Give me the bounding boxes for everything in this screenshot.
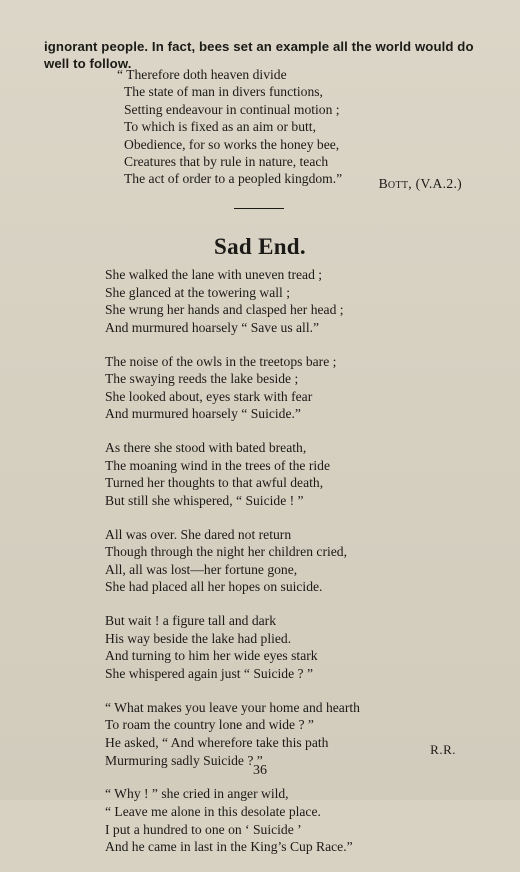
stanza	[105, 266, 495, 336]
stanza	[105, 612, 495, 682]
poem-line: All was over. She dared not return	[105, 526, 292, 542]
poem-line: His way beside the lake had plied.	[105, 630, 292, 646]
poem-line: She walked the lane with uneven tread ;	[105, 267, 323, 282]
poem-line: She wrung her hands and clasped her head ;	[105, 302, 344, 318]
poem-line: She glanced at the towering wall ;	[105, 284, 290, 300]
poem-line: “ Why ! ” she cried in anger wild,	[105, 786, 289, 802]
quote-line: “ Therefore doth heaven divide	[117, 67, 287, 82]
poem-title: Sad End.	[214, 234, 306, 259]
poem-line: Turned her thoughts to that awful death,	[105, 475, 324, 491]
stanza	[105, 785, 495, 855]
verse-quotation	[117, 66, 484, 188]
page-number: 36	[253, 763, 267, 778]
poem-line: To roam the country lone and wide ? ”	[105, 717, 314, 733]
quote-author: Bott,	[378, 176, 412, 191]
poem-line: She whispered again just “ Suicide ? ”	[105, 666, 314, 682]
poem-line: She had placed all her hopes on suicide.	[105, 579, 323, 595]
poem-line: As there she stood with bated breath,	[105, 440, 307, 456]
poem-line: Though through the night her children cried,	[105, 544, 347, 560]
quote-line: The state of man in divers functions,	[124, 84, 323, 100]
quote-reference: (V.A.2.)	[415, 176, 462, 191]
poem-line: And murmured hoarsely “ Suicide.”	[105, 406, 301, 422]
intro-paragraph: ignorant people. In fact, bees set an example all the world would do well to follow.	[44, 39, 474, 71]
quote-line: The act of order to a peopled kingdom.”	[124, 171, 343, 187]
poem-body	[105, 266, 495, 872]
quote-line: To which is fixed as an aim or butt,	[124, 119, 316, 135]
poem-line: Murmuring sadly Suicide ? ”	[105, 752, 263, 768]
poem-line: The noise of the owls in the treetops bare ;	[105, 353, 337, 369]
poem-line: The moaning wind in the trees of the ride	[105, 457, 330, 473]
poem-line: And murmured hoarsely “ Save us all.”	[105, 319, 320, 335]
poem-line: I put a hundred to one on ‘ Suicide ’	[105, 821, 302, 837]
poem-line: But wait ! a figure tall and dark	[105, 613, 276, 629]
poem-line: And he came in last in the King’s Cup Race.”	[105, 839, 353, 855]
stanza	[105, 526, 495, 596]
quote-line: Obedience, for so works the honey bee,	[124, 136, 340, 152]
poem-line: The swaying reeds the lake beside ;	[105, 371, 299, 387]
poem-author: R.R.	[430, 742, 456, 757]
poem-line: “ What makes you leave your home and hearth	[105, 699, 360, 715]
poem-line: “ Leave me alone in this desolate place.	[105, 803, 321, 819]
stanza	[105, 353, 495, 423]
quote-line: Setting endeavour in continual motion ;	[124, 101, 340, 117]
quote-attribution	[379, 176, 462, 192]
stanza	[105, 699, 495, 769]
poem-line: All, all was lost—her fortune gone,	[105, 561, 298, 577]
poem-line: He asked, “ And wherefore take this path	[105, 735, 329, 750]
quote-line: Creatures that by rule in nature, teach	[124, 154, 329, 170]
section-divider	[234, 208, 284, 209]
poem-line: She looked about, eyes stark with fear	[105, 388, 313, 404]
poem-line: And turning to him her wide eyes stark	[105, 648, 318, 664]
stanza	[105, 439, 495, 509]
poem-line: But still she whispered, “ Suicide ! ”	[105, 492, 304, 508]
